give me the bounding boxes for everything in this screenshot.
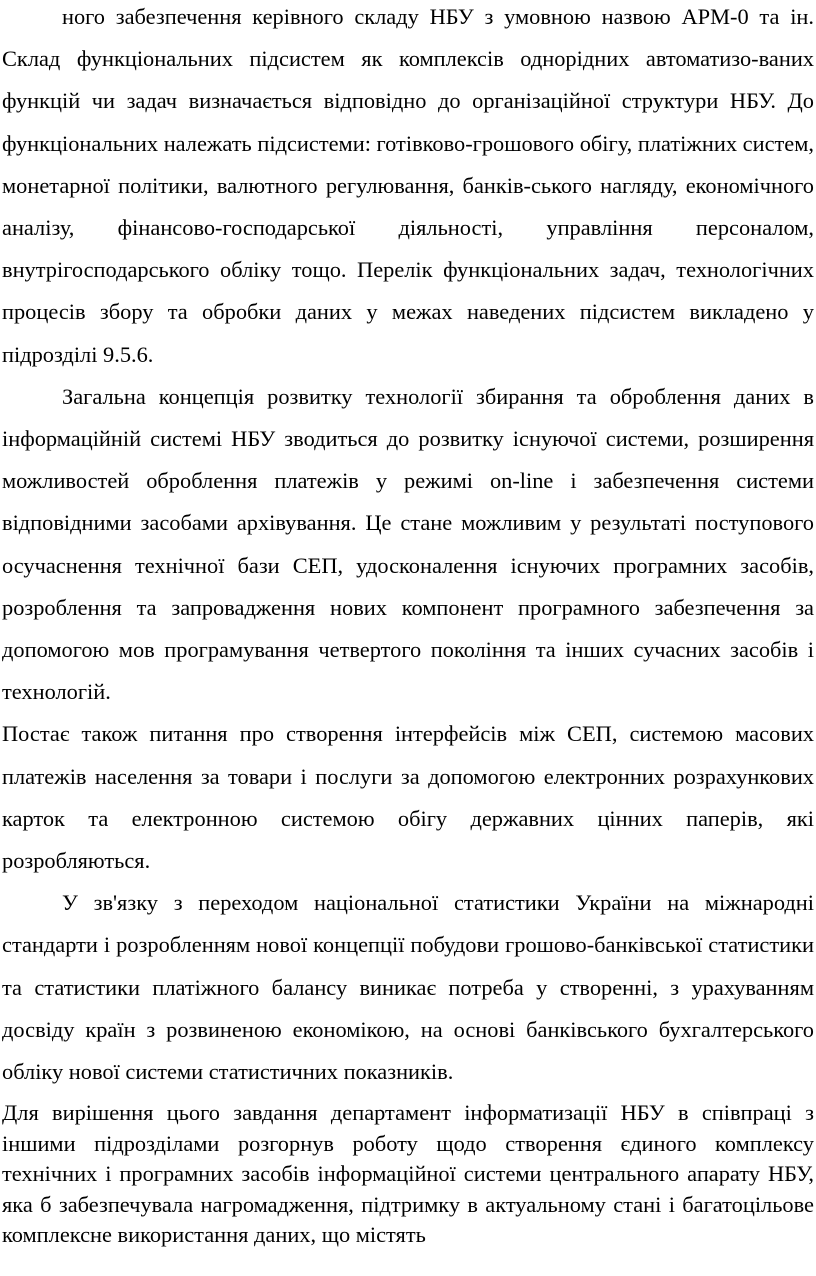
paragraph-subsystems: ного забезпечення керівного складу НБУ з умовною назвою АРМ-0 та ін. Склад функціональних підсистем як комплексів однорідних автоматизо-ваних функцій чи задач визначається відповідно до організаційної структури НБУ. До функціональних належать підсистеми: готівково-грошового обігу, платіжних систем, монетарної політики, валютного регулювання, банків-ського нагляду, економічного аналізу, фінансово-господарської діяльності, управління персоналом, внутрігосподарського обліку тощо. Перелік функціональних задач, технологічних процесів збору та обробки даних у межах наведених підсистем викладено у підрозділі 9.5.6. bbox=[2, 4, 814, 367]
paragraph-statistics: У зв'язку з переходом національної статистики України на міжнародні стандарти і розробленням нової концепції побудови грошово-банківської статистики та статистики платіжного балансу виникає потреба у створенні, з урахуванням досвіду країн з розвиненою економікою, на основі банківського бухгалтерського обліку нової системи статистичних показників. bbox=[2, 890, 814, 1085]
paragraph-concept: Загальна концепція розвитку технології збирання та оброблення даних в інформаційній системі НБУ зводиться до розвитку існуючої системи, розширення можливостей оброблення платежів у режимі on-line і забезпечення системи відповідними засобами архівування. Це стане можливим у результаті поступового осучаснення технічної бази СЕП, удосконалення існуючих програмних засобів, розроблення та запровадження нових компонент програмного забезпечення за допомогою мов програмування четвертого покоління та інших сучасних засобів і технологій. bbox=[2, 383, 814, 705]
paragraph-interfaces: Постає також питання про створення інтерфейсів між СЕП, системою масових платежів населення за товари і послуги за допомогою електронних розрахункових карток та електронною системою обігу державних цінних паперів, які розробляються. bbox=[2, 721, 814, 874]
paragraph-department: Для вирішення цього завдання департамент інформатизації НБУ в співпраці з іншими підрозділами розгорнув роботу щодо створення єдиного комплексу технічних і програмних засобів інформаційної системи центрального апарату НБУ, яка б забезпечувала нагромадження, підтримку в актуальному стані і багатоцільове комплексне використання даних, що містять bbox=[2, 1100, 814, 1247]
